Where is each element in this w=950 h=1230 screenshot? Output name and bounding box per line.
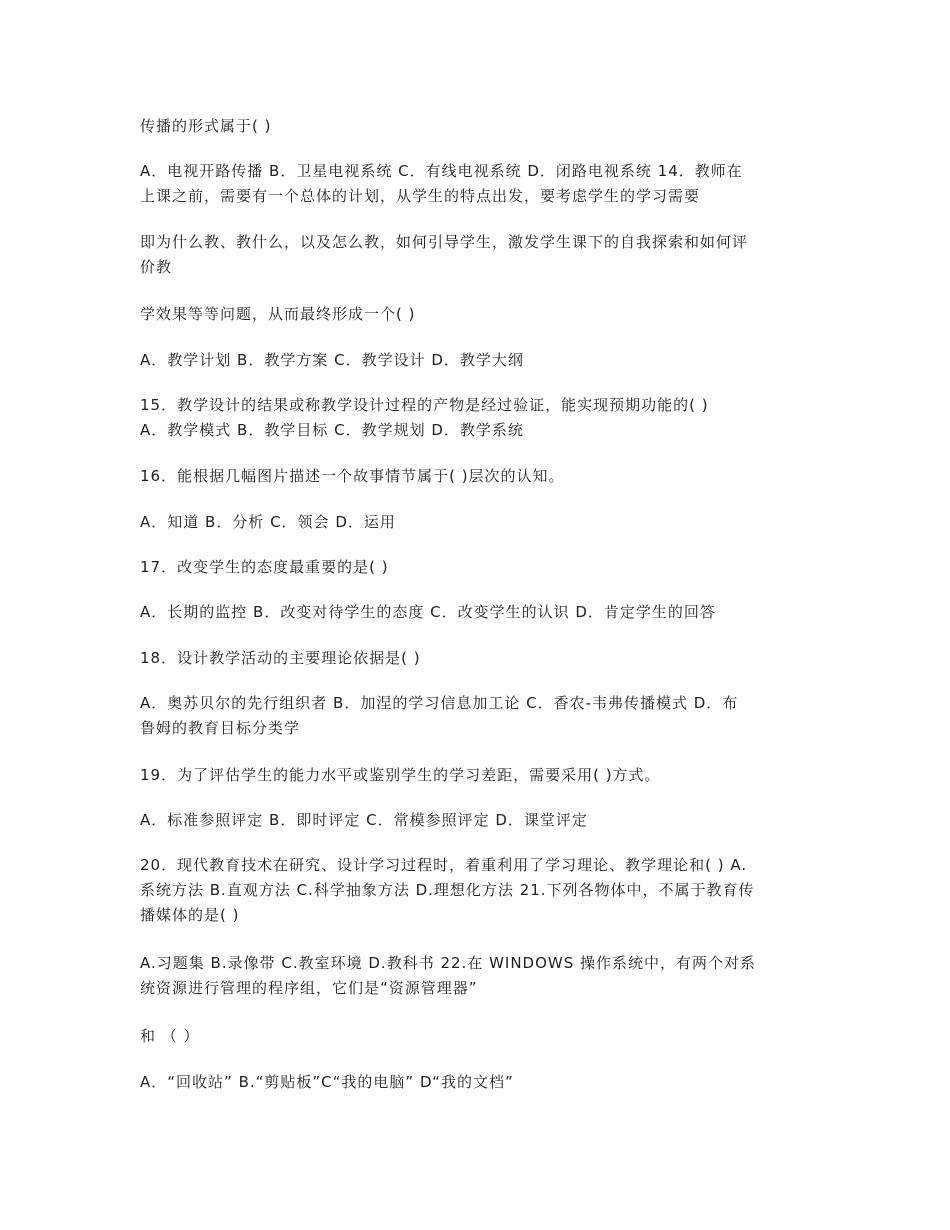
text-line: 鲁姆的教育目标分类学	[140, 719, 301, 737]
question-13-stem-end	[140, 114, 812, 139]
question-22-stem-end	[140, 1024, 812, 1049]
question-17-options	[140, 600, 812, 625]
text-line: A．“回收站” B.“剪贴板”C“我的电脑” D“我的文档”	[140, 1073, 514, 1091]
text-line: 学效果等等问题，从而最终形成一个( )	[140, 305, 416, 323]
question-19-options	[140, 808, 812, 833]
questions-20-21	[140, 853, 812, 928]
question-19-stem	[140, 763, 812, 788]
text-line: 和 （ ）	[140, 1027, 200, 1045]
question-14-stem-continued	[140, 230, 812, 280]
text-line: A．知道 B．分析 C．领会 D．运用	[140, 513, 396, 531]
text-line: A．长期的监控 B．改变对待学生的态度 C．改变学生的认识 D．肯定学生的回答	[140, 603, 716, 621]
question-16-stem	[140, 464, 812, 489]
question-18-stem	[140, 646, 812, 671]
question-21-options-and-22-stem	[140, 951, 812, 1001]
text-line: A．教学模式 B．教学目标 C．教学规划 D．教学系统	[140, 421, 524, 439]
text-line: 17．改变学生的态度最重要的是( )	[140, 558, 389, 576]
text-line: 上课之前，需要有一个总体的计划，从学生的特点出发，要考虑学生的学习需要	[140, 187, 701, 205]
question-15	[140, 393, 812, 443]
text-line: A．教学计划 B．教学方案 C．教学设计 D．教学大纲	[140, 351, 524, 369]
text-line: 播媒体的是( )	[140, 906, 240, 924]
question-14-stem-end	[140, 302, 812, 327]
text-line: A．奥苏贝尔的先行组织者 B．加涅的学习信息加工论 C．香农-韦弗传播模式 D．布	[140, 694, 739, 712]
text-line: 价教	[140, 258, 173, 276]
text-line: 传播的形式属于( )	[140, 117, 272, 135]
question-22-options	[140, 1070, 812, 1095]
text-line: 系统方法 B.直观方法 C.科学抽象方法 D.理想化方法 21.下列各物体中，不属于教育传	[140, 881, 755, 899]
question-17-stem	[140, 555, 812, 580]
text-line: 19．为了评估学生的能力水平或鉴别学生的学习差距，需要采用( )方式。	[140, 766, 661, 784]
text-line: 15．教学设计的结果或称教学设计过程的产物是经过验证，能实现预期功能的( )	[140, 396, 709, 414]
text-line: 即为什么教、教什么，以及怎么教，如何引导学生，激发学生课下的自我探索和如何评	[140, 233, 749, 251]
question-13-options-and-14-stem	[140, 159, 812, 209]
text-line: 18．设计教学活动的主要理论依据是( )	[140, 649, 421, 667]
text-line: 20．现代教育技术在研究、设计学习过程时，着重利用了学习理论、教学理论和( ) A.	[140, 856, 748, 874]
text-line: 16．能根据几幅图片描述一个故事情节属于( )层次的认知。	[140, 467, 565, 485]
question-14-options	[140, 348, 812, 373]
question-18-options	[140, 691, 812, 741]
text-line: A．标准参照评定 B．即时评定 C．常模参照评定 D．课堂评定	[140, 811, 588, 829]
text-line: A.习题集 B.录像带 C.教室环境 D.教科书 22.在 WINDOWS 操作系统中，有两个对系	[140, 954, 757, 972]
text-line: A．电视开路传播 B．卫星电视系统 C．有线电视系统 D．闭路电视系统 14．教师在	[140, 162, 743, 180]
text-line: 统资源进行管理的程序组，它们是“资源管理器”	[140, 979, 478, 997]
question-16-options	[140, 510, 812, 535]
